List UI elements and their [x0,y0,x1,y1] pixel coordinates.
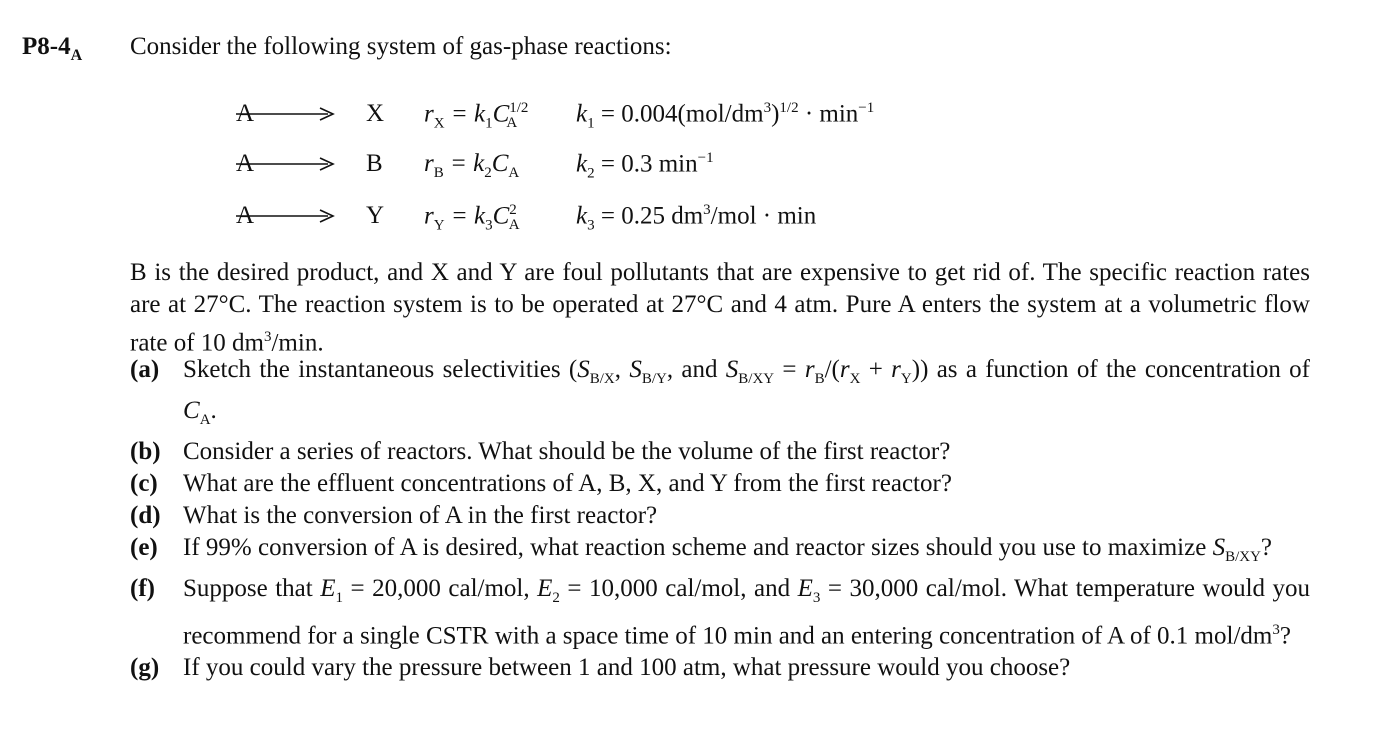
question-d: (d) What is the conversion of A in the first reactor? [130,500,1310,532]
reaction-row [236,100,875,140]
rate-constant: $k_2 = 0.3$ $\min^{-1}$ [576,150,714,182]
reactant: A [236,100,255,127]
rate-law: $r_B = k_2C_A$ [424,150,520,181]
rate-constant: $k_1 = 0.004(mol/dm^3)^{1/2} \cdot \min^{-1}$ [576,100,875,132]
problem-description: B is the desired product, and X and Y are foul pollutants that are expensive to get rid of. The specific reaction rates are at 27°C. The reaction system is to be operated at 27°C and 4 atm. Pure A enters the system at a volumetric flow rate of 10 $dm^3/\min$. [130,259,1310,357]
question-label: (d) [130,502,161,529]
problem-number: $P8-4_A$ [22,33,83,64]
question-g: (g) If you could vary the pressure between 1 and 100 atm, what pressure would you choose? [130,652,1310,684]
question-f: (f) Suppose that $E_1 = 20,000$ cal/mol, $E_2 = 10,000$ cal/mol, and $E_3 = 30,000$ cal/mol. What temperature would you recommend for a single CSTR with a space time of 10 min and an entering concentration of A of 0.1 mol/$dm^3$? [130,575,1311,650]
question-label: (g) [130,654,160,682]
question-label: (f) [130,575,155,602]
reaction-row [236,202,817,242]
product: B [366,150,383,177]
question-c: (c) What are the effluent concentrations of A, B, X, and Y from the first reactor? [130,468,1310,500]
question-label: (c) [130,470,158,497]
product: X [366,100,385,127]
question-list [130,354,1310,684]
question-label: (e) [130,534,158,561]
question-e: (e) If 99% conversion of A is desired, what reaction scheme and reactor sizes should you use to maximize $S_{B/XY}$? [130,534,1273,565]
problem-intro: Consider the following system of gas-phase reactions: [130,33,672,60]
question-a: (a) Sketch the instantaneous selectivities ($S_{B/X}$, $S_{B/Y}$, and $S_{B/XY} = r_B/(r_X + r_Y)$) as a function of the concentration of $C_A$. [130,356,1311,428]
rate-constant: $k_3 = 0.25$ $dm^3$/mol · min [576,202,817,234]
question-label: (a) [130,356,160,383]
reaction-row [236,150,714,190]
rate-law: $r_X = k_1C^{1/2}_A$ [424,100,529,132]
reactant: A [236,150,255,177]
question-label: (b) [130,438,161,465]
question-b: (b) Consider a series of reactors. What should be the volume of the first reactor? [130,436,1310,468]
reactant: A [236,202,255,229]
rate-law: $r_Y = k_3C^2_A$ [424,202,520,234]
product: Y [366,202,385,229]
